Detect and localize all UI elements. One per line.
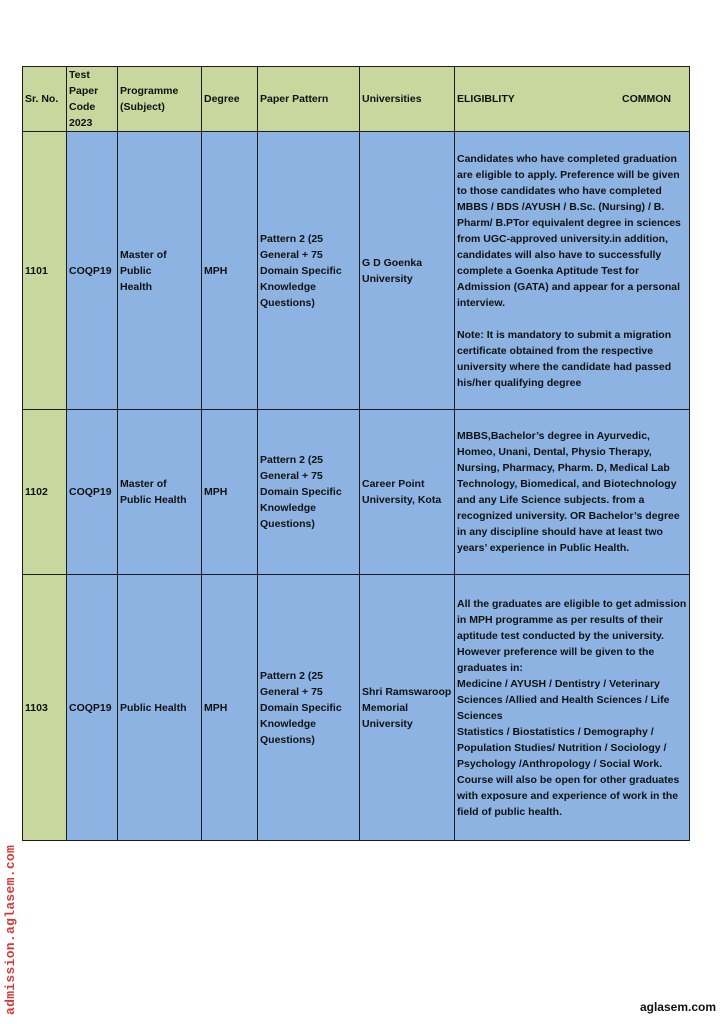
eligibility-cell: All the graduates are eligible to get admission in MPH programme as per results of their aptitude test conducted by the university. However preference will be given to the graduates in: Medicine / AYUSH / Dentistry / Veterinary Sciences /Allied and Health Sciences / Life Sciences Statistics / Biostatistics / Demography / Population Studies/ Nutrition / Sociology / Psychology /Anthropology / Social Work. Course will also be open for other graduates with exposure and experience of work in the field of public health.	[455, 575, 690, 841]
sr-no-cell: 1103	[23, 575, 67, 841]
degree-cell: MPH	[202, 575, 258, 841]
table-header-row	[23, 67, 690, 132]
table-row	[23, 132, 690, 410]
table-row	[23, 410, 690, 575]
header-paper-pattern: Paper Pattern	[258, 67, 360, 132]
programme-cell: Master of Public Health	[118, 410, 202, 575]
header-sr-no: Sr. No.	[23, 67, 67, 132]
paper-code-cell: COQP19	[67, 410, 118, 575]
paper-pattern-cell: Pattern 2 (25 General + 75 Domain Specific Knowledge Questions)	[258, 410, 360, 575]
university-cell: Career Point University, Kota	[360, 410, 455, 575]
eligibility-cell: Candidates who have completed graduation are eligible to apply. Preference will be given to those candidates who have completed MBBS / BDS /AYUSH / B.Sc. (Nursing) / B. Pharm/ B.PTor equivalent degree in sciences from UGC-approved university.in addition, candidates will also have to successfully complete a Goenka Aptitude Test for Admission (GATA) and appear for a personal interview. Note: It is mandatory to submit a migration certificate obtained from the respective university where the candidate had passed his/her qualifying degree	[455, 132, 690, 410]
header-programme: Programme (Subject)	[118, 67, 202, 132]
watermark-text: admission.aglasem.com	[3, 844, 18, 1015]
footer-site-name: aglasem.com	[639, 1000, 716, 1014]
paper-pattern-cell: Pattern 2 (25 General + 75 Domain Specific Knowledge Questions)	[258, 575, 360, 841]
header-test-paper-code: Test Paper Code 2023	[67, 67, 118, 132]
sr-no-cell: 1102	[23, 410, 67, 575]
paper-pattern-cell: Pattern 2 (25 General + 75 Domain Specific Knowledge Questions)	[258, 132, 360, 410]
sr-no-cell: 1101	[23, 132, 67, 410]
eligibility-cell: MBBS,Bachelor’s degree in Ayurvedic, Homeo, Unani, Dental, Physio Therapy, Nursing, Pharmacy, Pharm. D, Medical Lab Technology, Biomedical, and Biotechnology and any Life Science subjects. from a recognized university. OR Bachelor’s degree in any discipline should have at least two years’ experience in Public Health.	[455, 410, 690, 575]
header-universities: Universities	[360, 67, 455, 132]
programme-cell: Master of Public Health	[118, 132, 202, 410]
university-cell: Shri Ramswaroop Memorial University	[360, 575, 455, 841]
eligibility-table	[22, 66, 690, 841]
table-row	[23, 575, 690, 841]
common-label: COMMON	[622, 93, 671, 105]
programme-cell: Public Health	[118, 575, 202, 841]
eligibility-label: ELIGIBLITY	[457, 93, 515, 105]
university-cell: G D Goenka University	[360, 132, 455, 410]
degree-cell: MPH	[202, 132, 258, 410]
header-eligibility	[455, 67, 690, 132]
header-degree: Degree	[202, 67, 258, 132]
paper-code-cell: COQP19	[67, 575, 118, 841]
degree-cell: MPH	[202, 410, 258, 575]
paper-code-cell: COQP19	[67, 132, 118, 410]
